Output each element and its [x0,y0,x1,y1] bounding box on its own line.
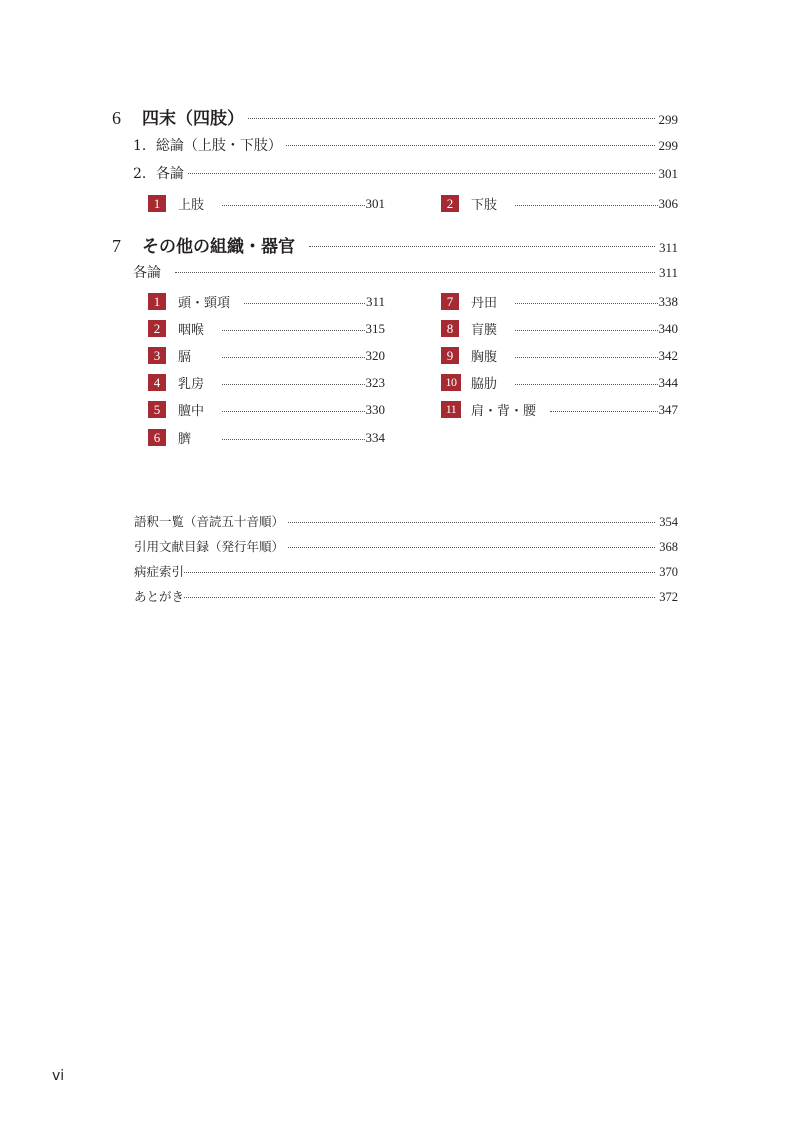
item-label: 胸腹 [471,350,498,365]
item-number-badge: 2 [148,320,166,337]
page-number: 340 [658,320,678,336]
subsection-label: 1．総論（上肢・下肢） [133,138,282,154]
leader-dots [515,295,658,308]
item-label: 膻中 [178,404,205,419]
leader-dots [515,349,658,362]
toc-appendix-item[interactable] [134,512,678,530]
leader-dots [184,564,655,577]
item-label: 咽喉 [178,323,205,338]
item-number-badge: 1 [148,293,166,310]
toc-item[interactable] [148,292,385,311]
page-number: 354 [659,515,678,529]
item-number-badge: 10 [441,374,461,391]
toc-item[interactable] [441,319,678,338]
item-label: 脇肋 [471,377,498,392]
toc-item[interactable] [441,194,678,213]
leader-dots [222,349,365,362]
toc-item[interactable] [148,319,385,338]
item-number-badge: 4 [148,374,166,391]
page-number: 334 [365,429,385,445]
page-number: 301 [365,195,385,211]
item-label: 上肢 [178,198,205,213]
toc-appendix-item[interactable] [134,587,678,605]
toc-chapter-6[interactable] [112,104,678,129]
leader-dots [248,107,655,124]
subsection-label: 各論 [133,265,161,281]
page-number: 347 [658,401,678,417]
item-label: 肩・背・腰 [471,404,537,419]
page-number: 344 [658,374,678,390]
page-number: 311 [658,240,678,255]
item-label: 臍 [178,432,192,447]
item-number-badge: 3 [148,347,166,364]
appendix-label: 語釈一覧（音読五十音順） [134,514,285,529]
page-folio: vi [52,1068,65,1084]
page-number: 306 [658,195,678,211]
page-number: 311 [365,293,385,309]
page-number: 315 [365,320,385,336]
item-label: 下肢 [471,198,498,213]
item-number-badge: 5 [148,401,166,418]
subsection-label: 2．各論 [133,166,184,182]
leader-dots [515,376,658,389]
leader-dots [188,164,655,178]
page-number: 372 [659,590,678,604]
toc-item[interactable] [148,373,385,392]
toc-item[interactable] [441,292,678,311]
toc-subsection[interactable] [133,163,678,183]
leader-dots [515,322,658,335]
toc-item[interactable] [441,346,678,365]
leader-dots [550,403,657,416]
toc-item[interactable] [148,194,385,213]
toc-subsection[interactable] [133,135,678,155]
item-number-badge: 1 [148,195,166,212]
leader-dots [222,431,365,444]
item-number-badge: 6 [148,429,166,446]
item-label: 乳房 [178,377,205,392]
page-number: 301 [658,166,678,181]
leader-dots [309,235,655,252]
leader-dots [175,263,655,277]
chapter-title: 四末（四肢） [142,109,244,129]
leader-dots [286,136,655,150]
item-number-badge: 9 [441,347,459,364]
item-label: 頭・頸項 [178,296,231,311]
toc-item[interactable] [441,400,678,419]
item-number-badge: 7 [441,293,459,310]
chapter-number: 6 [112,108,121,128]
toc-item[interactable] [148,346,385,365]
item-label: 丹田 [471,296,498,311]
leader-dots [244,295,365,308]
leader-dots [222,403,365,416]
page-number: 368 [659,540,678,554]
leader-dots [288,514,655,527]
page-number: 370 [659,565,678,579]
page-number: 299 [658,112,678,127]
item-label: 肓膜 [471,323,498,338]
toc-appendix-item[interactable] [134,537,678,555]
appendix-label: 病症索引 [134,564,185,579]
chapter-title: その他の組織・器官 [142,237,295,257]
page-number: 311 [658,265,678,280]
item-number-badge: 2 [441,195,459,212]
toc-appendix-item[interactable] [134,562,678,580]
item-number-badge: 11 [441,401,461,418]
toc-subsection[interactable] [133,262,678,282]
page-number: 338 [658,293,678,309]
leader-dots [222,376,365,389]
chapter-number: 7 [112,236,121,256]
appendix-label: 引用文献目録（発行年順） [134,539,285,554]
leader-dots [515,197,658,210]
appendix-label: あとがき [134,589,185,604]
page-number: 299 [658,138,678,153]
toc-item[interactable] [148,400,385,419]
leader-dots [222,197,365,210]
item-number-badge: 8 [441,320,459,337]
toc-item[interactable] [148,428,385,447]
toc-chapter-7[interactable] [112,232,678,257]
page-number: 320 [365,347,385,363]
item-label: 膈 [178,350,192,365]
toc-item[interactable] [441,373,678,392]
page-number: 323 [365,374,385,390]
page-number: 330 [365,401,385,417]
leader-dots [288,539,655,552]
leader-dots [184,589,655,602]
leader-dots [222,322,365,335]
page-number: 342 [658,347,678,363]
